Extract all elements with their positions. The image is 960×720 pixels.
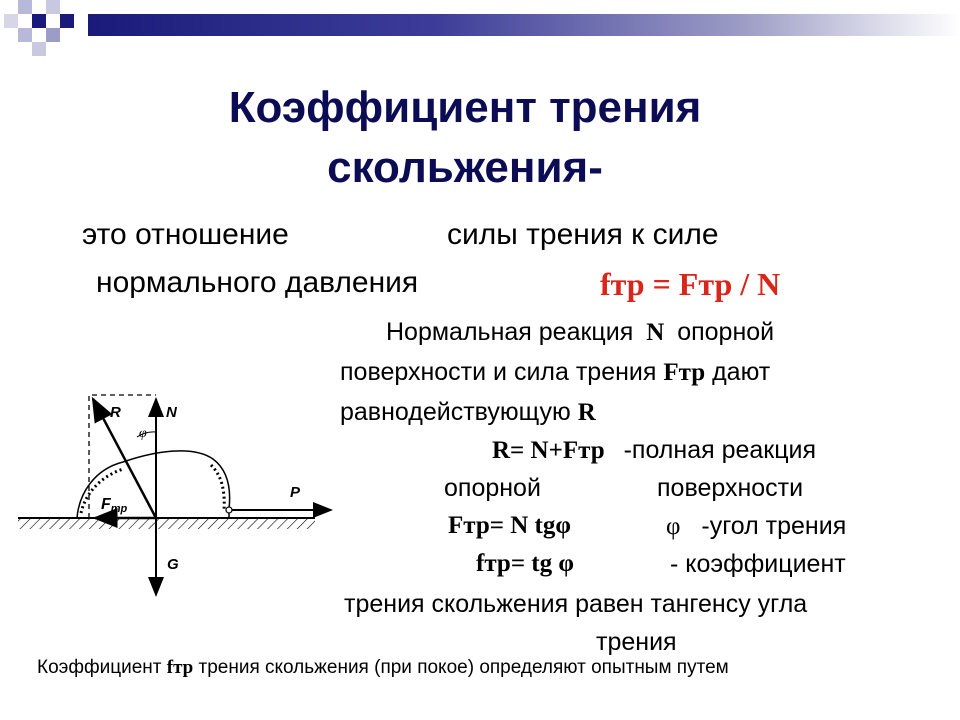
- footer-text: трения скольжения (при покое) определяют опытным путем: [198, 657, 729, 678]
- title-line-1: Коэффициент трения: [228, 83, 702, 132]
- deco-square: [32, 42, 46, 56]
- slide-title: [0, 78, 930, 198]
- explanation-line-1: [386, 318, 774, 347]
- explanation-text: поверхности и сила трения: [340, 358, 657, 386]
- explanation-line-9: трения: [596, 628, 677, 656]
- explanation-line-8: трения скольжения равен тангенсу угла: [344, 590, 808, 618]
- symbol-Ftr: Fтр: [663, 359, 706, 386]
- symbol-R: R: [577, 399, 596, 426]
- explanation-line-5b: поверхности: [657, 474, 804, 502]
- deco-square: [32, 14, 46, 28]
- label-P: P: [290, 484, 301, 501]
- equation-Ftr: Fтр= N tgφ: [448, 512, 571, 539]
- symbol-phi: φ: [666, 513, 681, 540]
- body-outline: [77, 451, 230, 518]
- explanation-line-4: [492, 436, 816, 465]
- explanation-line-5a: опорной: [444, 474, 541, 502]
- label-Ftr-sub: тр: [110, 503, 128, 515]
- explanation-text: Нормальная реакция: [386, 318, 634, 346]
- explanation-text: дают: [712, 358, 771, 386]
- label-G: G: [167, 556, 179, 573]
- footer-symbol-ftr: fтр: [166, 657, 194, 678]
- equation-ftr: fтр= tg φ: [476, 550, 574, 577]
- explanation-text: -полная реакция: [623, 436, 817, 464]
- title-line-2: скольжения-: [327, 143, 603, 192]
- footer-text: Коэффициент: [37, 657, 162, 678]
- deco-square: [46, 28, 60, 42]
- deco-square: [60, 14, 74, 28]
- label-N: N: [166, 404, 177, 421]
- friction-diagram: [15, 385, 340, 610]
- deco-square: [46, 0, 60, 14]
- ground-hatching: [18, 519, 315, 529]
- friction-formula: fтр = Fтр / N: [600, 266, 781, 302]
- definition-part-2: силы трения к силе: [447, 218, 719, 251]
- footer-note: [37, 657, 729, 679]
- explanation-line-6: [666, 512, 846, 541]
- explanation-text: опорной: [677, 318, 775, 346]
- deco-square: [18, 0, 32, 14]
- header-gradient-bar: [88, 14, 960, 36]
- label-R: R: [110, 404, 121, 421]
- explanation-text: -угол трения: [701, 512, 847, 540]
- explanation-line-3: [340, 398, 596, 427]
- explanation-line-2: [340, 358, 770, 387]
- explanation-text: равнодействующую: [340, 398, 571, 426]
- label-Ftr: [101, 496, 128, 515]
- force-P-origin: [226, 507, 232, 513]
- definition-part-1: это отношение: [82, 218, 289, 251]
- explanation-line-7: - коэффициент: [670, 550, 846, 578]
- header-decoration: [0, 0, 960, 60]
- equation-R: R= N+Fтр: [492, 437, 605, 464]
- definition-part-3: нормального давления: [96, 266, 419, 299]
- deco-square: [4, 14, 18, 28]
- label-Ftr-main: F: [101, 496, 111, 513]
- deco-square: [18, 28, 32, 42]
- label-phi: φ: [139, 426, 147, 441]
- symbol-N: N: [646, 319, 665, 346]
